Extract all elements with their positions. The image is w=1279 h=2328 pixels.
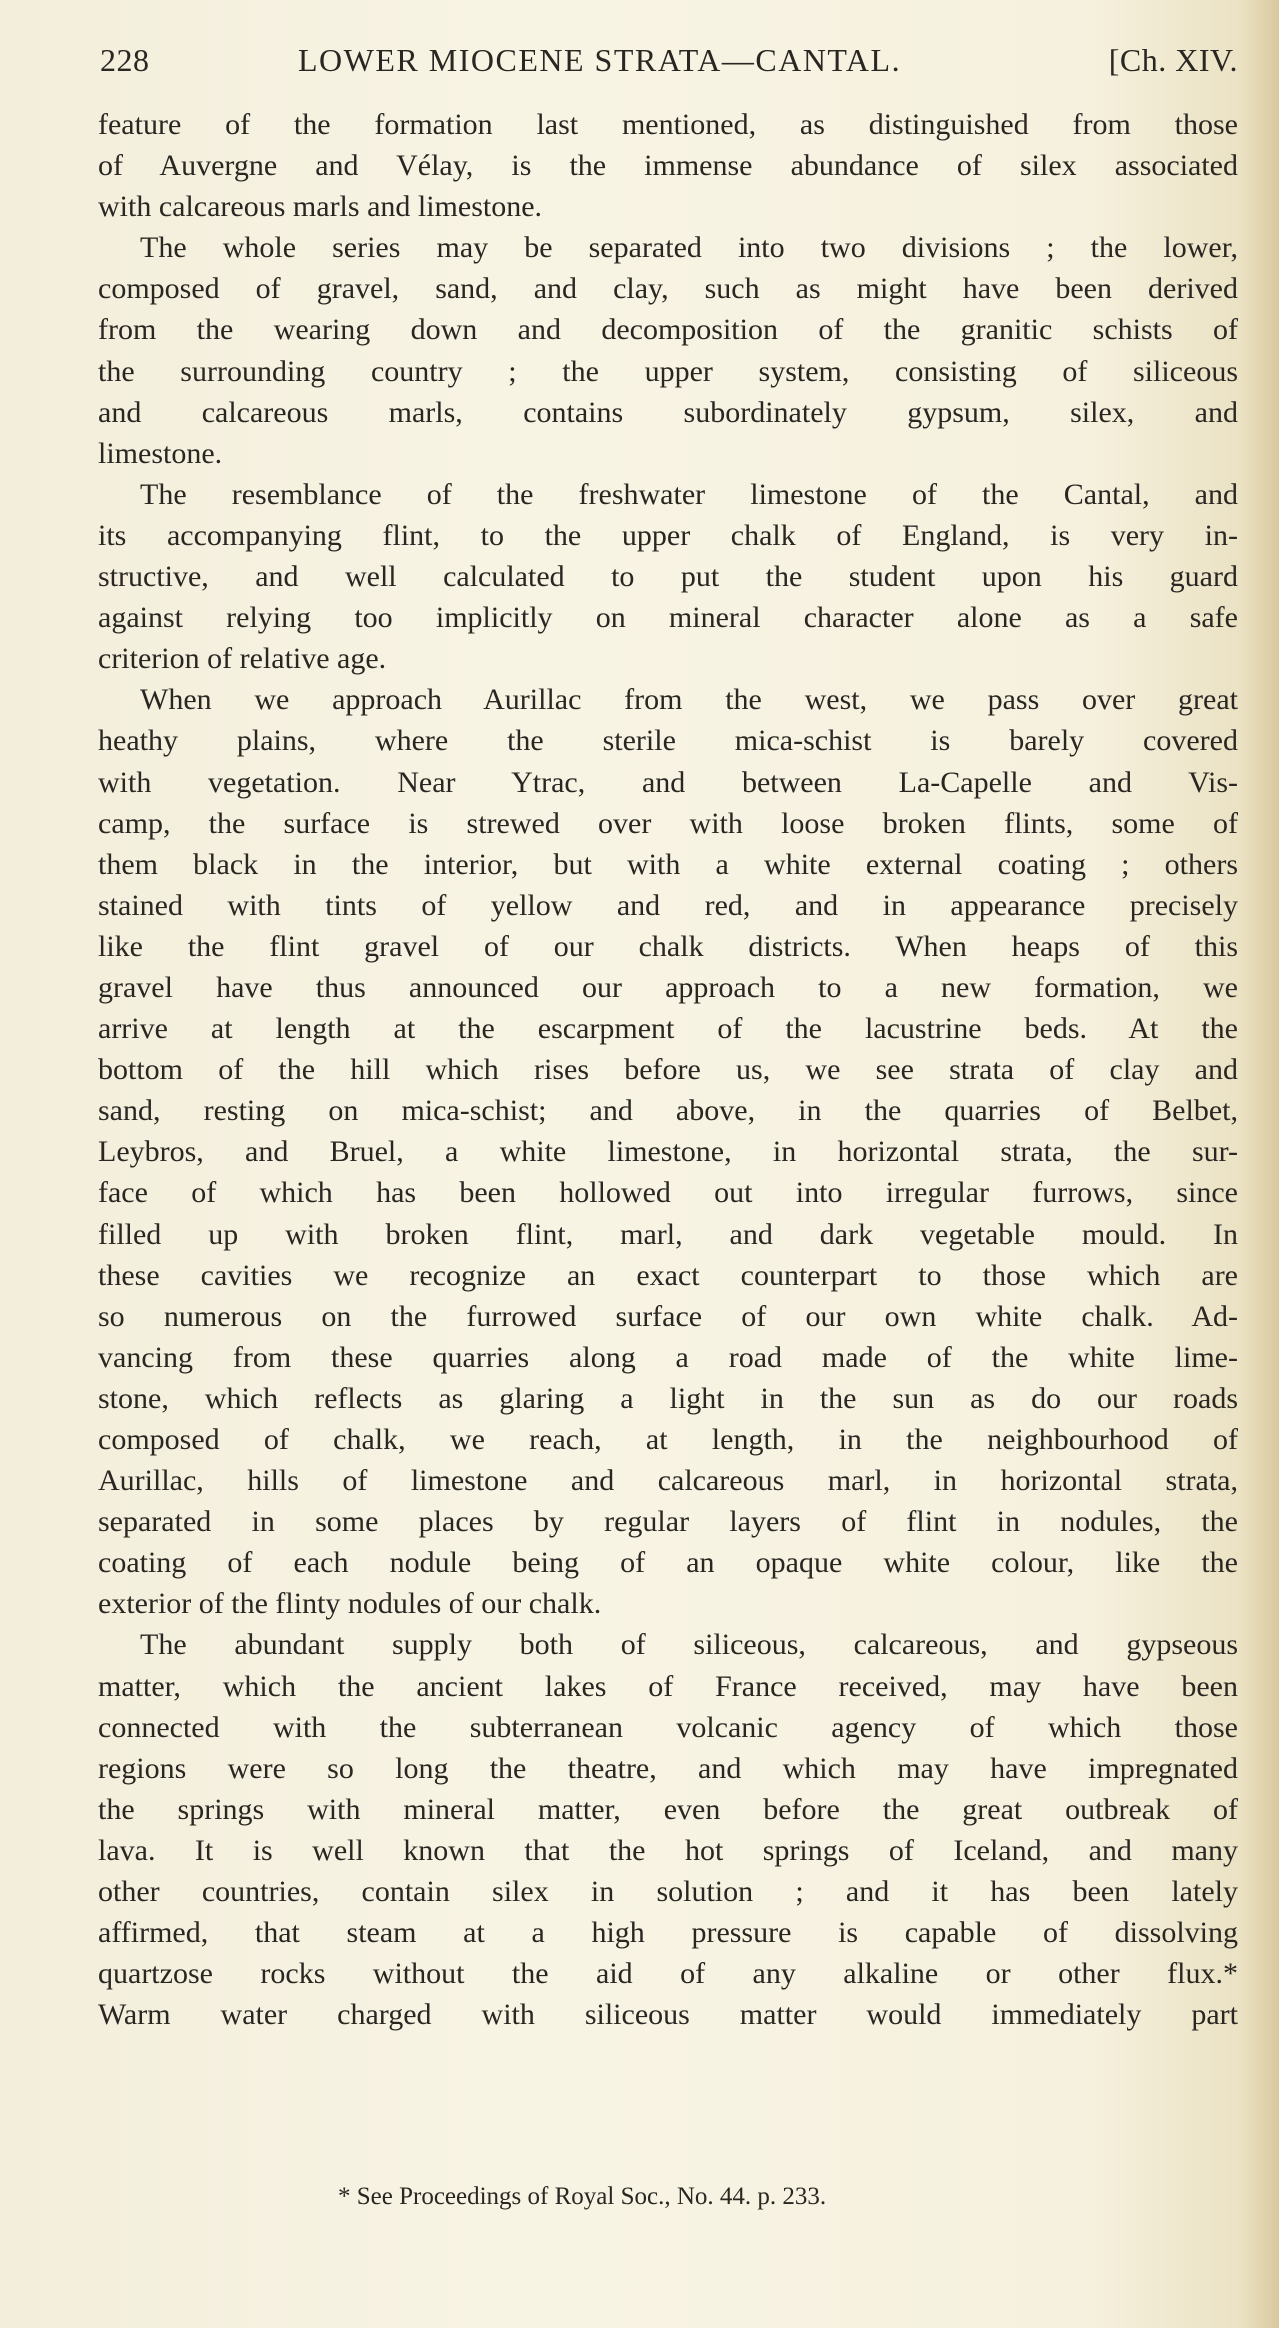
text-line: face of which has been hollowed out into irregular furrows, since (98, 1176, 1238, 1210)
text-line: connected with the subterranean volcanic agency of which those (98, 1710, 1238, 1744)
text-line: stone, which reflects as glaring a light in the sun as do our roads (98, 1381, 1238, 1415)
text-line: The resemblance of the freshwater limestone of the Cantal, and (140, 477, 1238, 511)
text-line: from the wearing down and decomposition of the granitic schists of (98, 313, 1238, 347)
footnote: * See Proceedings of Royal Soc., No. 44. p. 233. (338, 2183, 827, 2210)
text-line: them black in the interior, but with a white external coating ; others (98, 847, 1238, 881)
text-line: composed of chalk, we reach, at length, in the neighbourhood of (98, 1423, 1238, 1456)
running-title: LOWER MIOCENE STRATA—CANTAL. (298, 42, 902, 78)
text-line: lava. It is well known that the hot springs of Iceland, and many (98, 1833, 1238, 1867)
text-line: other countries, contain silex in solution ; and it has been lately (98, 1875, 1238, 1909)
text-line: sand, resting on mica-schist; and above, in the quarries of Belbet, (98, 1094, 1238, 1128)
text-line: with calcareous marls and limestone. (98, 190, 543, 224)
page-number: 228 (100, 42, 150, 78)
text-line: composed of gravel, sand, and clay, such as might have been derived (98, 272, 1238, 306)
running-head (98, 42, 1238, 92)
text-line: heathy plains, where the sterile mica-schist is barely covered (98, 724, 1238, 758)
text-line: When we approach Aurillac from the west, we pass over great (140, 683, 1238, 717)
text-line: so numerous on the furrowed surface of our own white chalk. Ad- (98, 1299, 1238, 1333)
text-line: regions were so long the theatre, and which may have impregnated (98, 1751, 1238, 1785)
text-line: stained with tints of yellow and red, and in appearance precisely (98, 888, 1238, 922)
text-line: structive, and well calculated to put the student upon his guard (98, 560, 1238, 594)
text-line: feature of the formation last mentioned, as distinguished from those (98, 108, 1238, 141)
text-line: Warm water charged with siliceous matter would immediately part (98, 1998, 1238, 2032)
text-line: affirmed, that steam at a high pressure is capable of dissolving (98, 1916, 1238, 1950)
text-line: camp, the surface is strewed over with loose broken flints, some of (98, 806, 1238, 840)
text-line: against relying too implicitly on mineral character alone as a safe (98, 601, 1238, 635)
text-line: like the flint gravel of our chalk districts. When heaps of this (98, 929, 1238, 963)
text-line: matter, which the ancient lakes of France received, may have been (98, 1669, 1238, 1703)
text-line: bottom of the hill which rises before us, we see strata of clay and (98, 1053, 1238, 1087)
text-line: quartzose rocks without the aid of any alkaline or other flux.* (98, 1957, 1238, 1991)
text-line: of Auvergne and Vélay, is the immense abundance of silex associated (98, 149, 1238, 183)
text-line: its accompanying flint, to the upper chalk of England, is very in- (98, 518, 1238, 552)
body-text (98, 104, 1238, 2035)
text-line: The whole series may be separated into two divisions ; the lower, (140, 231, 1238, 265)
text-line: vancing from these quarries along a road made of the white lime- (98, 1340, 1238, 1374)
text-line: The abundant supply both of siliceous, calcareous, and gypseous (140, 1628, 1238, 1662)
text-line: and calcareous marls, contains subordinately gypsum, silex, and (98, 395, 1238, 429)
text-line: coating of each nodule being of an opaque white colour, like the (98, 1546, 1238, 1580)
text-line: arrive at length at the escarpment of the lacustrine beds. At the (98, 1012, 1238, 1046)
text-line: gravel have thus announced our approach to a new formation, we (98, 970, 1238, 1004)
text-line: Aurillac, hills of limestone and calcareous marl, in horizontal strata, (98, 1464, 1238, 1498)
text-line: exterior of the flinty nodules of our chalk. (98, 1587, 602, 1621)
text-line: limestone. (98, 436, 223, 470)
chapter-label: [Ch. XIV. (1108, 42, 1238, 78)
text-line: with vegetation. Near Ytrac, and between La-Capelle and Vis- (98, 765, 1238, 799)
text-line: these cavities we recognize an exact counterpart to those which are (98, 1258, 1238, 1292)
text-line: the springs with mineral matter, even before the great outbreak of (98, 1792, 1238, 1826)
text-line: filled up with broken flint, marl, and dark vegetable mould. In (98, 1217, 1238, 1251)
text-line: Leybros, and Bruel, a white limestone, in horizontal strata, the sur- (98, 1135, 1238, 1169)
text-line: criterion of relative age. (98, 642, 387, 676)
text-line: separated in some places by regular layers of flint in nodules, the (98, 1505, 1238, 1539)
text-line: the surrounding country ; the upper system, consisting of siliceous (98, 354, 1238, 388)
